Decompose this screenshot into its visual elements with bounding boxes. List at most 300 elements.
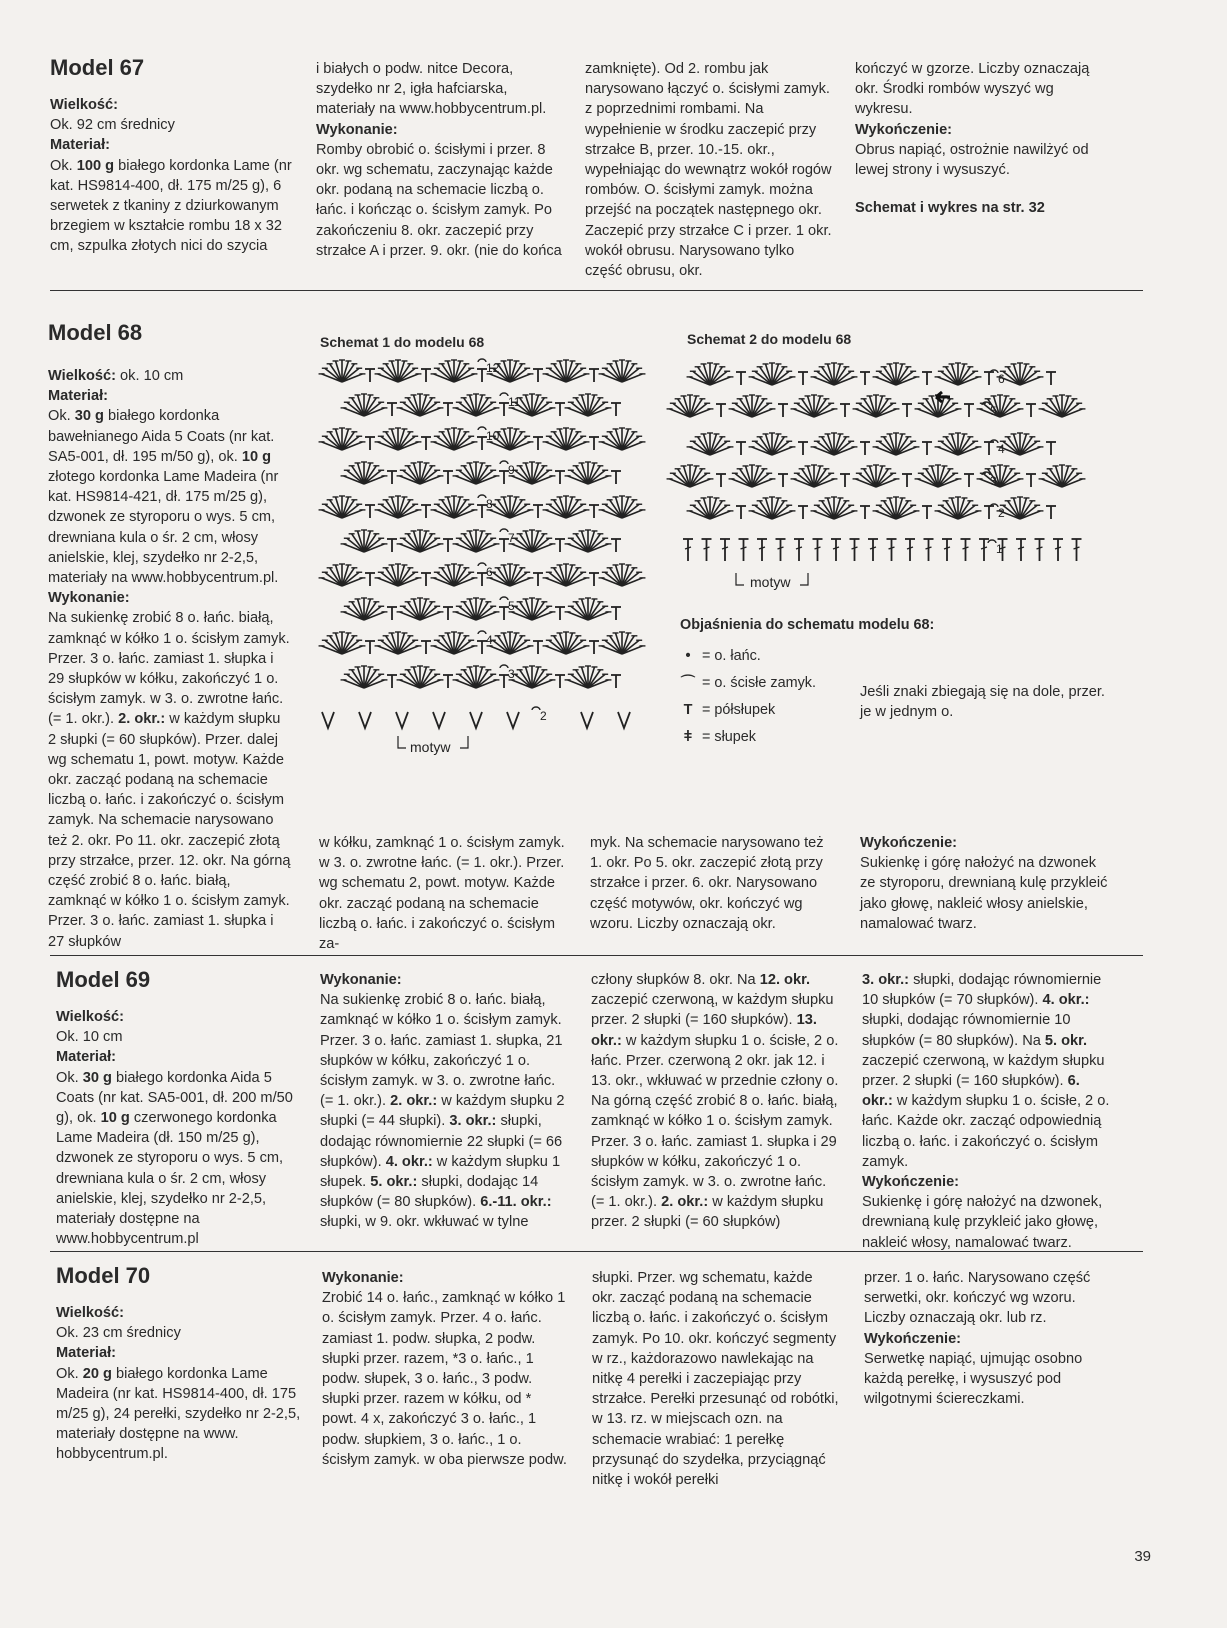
m68-m1b: 30 g xyxy=(74,408,104,425)
m70-size-label: Wielkość: xyxy=(56,1305,124,1321)
chart2-hdc-r2-c0 xyxy=(736,442,746,455)
chart1-hdc-r5-c4 xyxy=(611,539,621,552)
chart1-hdc-r9-c4 xyxy=(611,675,621,688)
chart1-rownum-4-slip-arc xyxy=(478,631,486,634)
chart1-rownum-11-slip-arc xyxy=(500,393,508,396)
chart1-fan-r9-c2 xyxy=(453,666,500,688)
m67-size-label: Wielkość: xyxy=(50,97,118,113)
chart2-hdc-r3-c0 xyxy=(716,474,726,487)
chart1-fan-r3-c2 xyxy=(453,462,500,484)
chart1-hdc-r6-c1 xyxy=(421,573,431,586)
m68-size-value: ok. 10 cm xyxy=(116,368,184,384)
chart2-fan-r2-c3 xyxy=(873,433,920,455)
chart2-fan-r0-c2 xyxy=(811,363,858,385)
m68-m1: Ok. xyxy=(48,408,75,425)
legend-dc-text: = słupek xyxy=(702,729,757,745)
chart2-dc-13 xyxy=(924,539,934,561)
m69-material-label: Materiał: xyxy=(56,1049,117,1066)
chart2-hdc-r1-c3 xyxy=(902,404,912,417)
chart2-dc-12 xyxy=(905,539,915,561)
m67-title: Model 67 xyxy=(50,55,145,80)
chart1-fan-r7-c4 xyxy=(565,598,612,620)
chart1-hdc-r9-c0 xyxy=(387,675,397,688)
chart1-fan-r7-c0 xyxy=(341,598,388,620)
chart2-dc-15 xyxy=(961,539,971,561)
m70-m1b: 20 g xyxy=(82,1365,112,1382)
chart1-fan-r1-c2 xyxy=(453,394,500,416)
m67-schema-ref: Schemat i wykres na str. 32 xyxy=(855,200,1045,217)
chart1-rownum-9-slip-arc xyxy=(500,461,508,464)
m67-mat-post: białego kordonka Lame (nr kat. HS9814-400, dł. 175 m/25 g), 6 serwetek z tkaniny z dziurkowanym brzegiem w kształcie rombu 18 x 32 cm, szpulka złotych nici do szycia xyxy=(50,157,292,255)
chart2-motyw-bracket-left xyxy=(736,573,744,585)
m67-col2-intro: i białych o podw. nitce Decora, szydełko nr 2, igła hafciarska, materiały na www.hobbycentrum.pl. xyxy=(316,61,547,118)
chart1-hdc-r2-c0 xyxy=(365,437,375,450)
chart1-hdc-r5-c0 xyxy=(387,539,397,552)
chart2-dc-4 xyxy=(757,539,767,561)
chart1-rownum-12-slip-arc xyxy=(478,359,486,362)
chart1-fan-r1-c1 xyxy=(397,394,444,416)
m68-title: Model 68 xyxy=(48,320,143,345)
chart2-fan-r2-c0 xyxy=(687,433,734,455)
chart1-fan-r6-c3 xyxy=(487,564,534,586)
m68-w2: w każdym słupku 2 słupki (= 60 słupków). Przer. dalej wg schematu 1, powt. motyw. Każde okr. zacząć podaną na schemacie liczbą o. łańc. i zakończyć o. ścisłym zamyk. Na schemacie narysowano też 2. okr. Po 11. okr. zaczepić złotą przy strzałce, przer. 12. okr. Na górną część zrobić 8 o. łańc. białą, zamknąć w kółko 1 o. ścisłym zamyk. Przer. 3 o. łańc. zamiast 1. słupka i 27 słupków xyxy=(48,711,291,950)
chart1-fan-r9-c1 xyxy=(397,666,444,688)
chart2-fan-r1-c1 xyxy=(729,395,776,417)
chart1-vee-0 xyxy=(322,712,334,728)
chart1-hdc-r2-c4 xyxy=(589,437,599,450)
chart2-motyw-bracket-right xyxy=(800,573,808,585)
chart1-vee-1 xyxy=(359,712,371,728)
m68-size-label: Wielkość: xyxy=(48,368,116,384)
chart1-fan-r8-c2 xyxy=(431,632,478,654)
m68-m3: złotego kordonka Lame Madeira (nr kat. HS9814-421, dł. 175 m/25 g), dzwonek ze styroporu o wys. 5 cm, drewniana kula o śr. 2 cm, włosy anielskie, klej, szydełko nr 2-2,5, materiały na www.hobbycentrum.pl. xyxy=(48,469,279,587)
m68-finish-label: Wykończenie: xyxy=(860,835,958,851)
chart2-rownum-1: 1 xyxy=(996,542,1003,556)
m70-col3-text: słupki. Przer. wg schematu, każde okr. zacząć podaną na schemacie liczbą o. łańc. i zakończyć o. ścisłym zamyk. Po 10. okr. kończyć segmenty w rz., każdorazowo nawlekając na nitkę 4 perełki i zaczepiając przy strzałce. Perełki przesunąć od robótki, w 13. rz. w miejscach ozn. na schemacie wrabiać: 1 perełkę przysunąć do szydełka, przyciągnąć nitkę i wokół perełki xyxy=(592,1270,839,1489)
m68-legend-note xyxy=(860,682,1105,722)
chart1-vee-5 xyxy=(507,712,519,728)
chart2-motyw-label: motyw xyxy=(750,574,791,590)
chart2-fan-r3-c2 xyxy=(791,465,838,487)
chart2-hdc-r1-c4 xyxy=(964,404,974,417)
chart2-dc-10 xyxy=(868,539,878,561)
chart2-dc-0 xyxy=(683,539,693,561)
chart1-fan-r3-c3 xyxy=(509,462,556,484)
chart1-fan-r5-c3 xyxy=(509,530,556,552)
m69-c2a: Na sukienkę zrobić 8 o. łańc. białą, zamknąć w kółko 1 o. ścisłym zamyk. Przer. 3 o. łańc. zamiast 1. słupka, 21 słupków w kółku, zakończyć 1 o. ścisłym zamyk. w 3. o. zwrotne łańc. (= 1. okr.). xyxy=(320,992,563,1110)
chart2-hdc-r4-c2 xyxy=(860,506,870,519)
chart1-hdc-r8-c4 xyxy=(589,641,599,654)
page-number: 39 xyxy=(1134,1548,1151,1565)
legend-hdc-text: = półsłupek xyxy=(702,702,776,718)
chart1-hdc-r5-c1 xyxy=(443,539,453,552)
m67-col3-text: zamknięte). Od 2. rombu jak narysowano łączyć o. ścisłymi zamyk. z poprzednimi rombami. Na wypełnienie w środku zaczepić przy strzałce B, przer. 10.-15. okr., wypełniając do wewnątrz wokół rogów rombów. O. ścisłymi zamyk. można przejść na początek następnego okr. Zaczepić przy strzałce C i przer. 1 okr. wokół obrusu. Narysowano tylko część obrusu, okr. xyxy=(585,61,832,280)
m67-material-label: Materiał: xyxy=(50,137,111,154)
m69-m3: czerwonego kordonka Lame Madeira (dł. 150 m/25 g), dzwonek ze styroporu o wys. 5 cm, drewniana kula o śr. 2 cm, włosy anielskie, klej, szydełko nr 2-2,5, materiały dostępne na www.hobbycentrum.pl xyxy=(56,1110,284,1248)
chart2-fan-r4-c4 xyxy=(935,497,982,519)
m70-material-label: Materiał: xyxy=(56,1345,117,1362)
m69-c2c: w każdym słupku 2 słupki (= 44 słupki). xyxy=(320,1093,565,1130)
m69-col1 xyxy=(56,967,302,1249)
chart1-hdc-r0-c4 xyxy=(589,369,599,382)
m70-m2: białego kordonka Lame Madeira (nr kat. HS9814-400, dł. 175 m/25 g), 24 perełki, szydełko nr 2-2,5, materiały dostępne na www. hobbycentrum.pl. xyxy=(56,1365,301,1463)
chart1-hdc-r8-c3 xyxy=(533,641,543,654)
chart2-fan-r3-c6 xyxy=(1039,465,1086,487)
chart1-motyw-label: motyw xyxy=(410,739,451,755)
m69-col4 xyxy=(862,970,1110,1253)
chart1-hdc-r4-c3 xyxy=(533,505,543,518)
chart1-fan-r3-c4 xyxy=(565,462,612,484)
chart2-dc-3 xyxy=(739,539,749,561)
m69-c2j: 6.-11. okr.: xyxy=(480,1194,552,1211)
m70-finish-label: Wykończenie: xyxy=(864,1330,962,1347)
m69-c2f: 4. okr.: xyxy=(385,1153,433,1170)
chart2-dc-11 xyxy=(887,539,897,561)
m68-w1: Na sukienkę zrobić 8 o. łańc. białą, zamknąć w kółko 1 o. ścisłym zamyk. Przer. 3 o. łańc. zamiast 1. słupka i 29 słupków w kółku, zakończyć 1 o. ścisłym zamyk. w 3. o. zwrotne łańc. (= 1. okr.). xyxy=(48,610,290,728)
chart1-fan-r9-c4 xyxy=(565,666,612,688)
chart2-fan-r1-c0 xyxy=(667,395,714,417)
m68-col4 xyxy=(860,833,1108,934)
chart1-fan-r4-c1 xyxy=(375,496,422,518)
chart2-hdc-r0-c5 xyxy=(1046,372,1056,385)
m69-size-label: Wielkość: xyxy=(56,1009,124,1025)
chart1-fan-r3-c0 xyxy=(341,462,388,484)
chart1-rownum-4: 4 xyxy=(486,633,493,647)
chart1-hdc-r1-c4 xyxy=(611,403,621,416)
chart2-fan-r4-c0 xyxy=(687,497,734,519)
m70-col1 xyxy=(56,1263,302,1465)
chart1-fan-r7-c1 xyxy=(397,598,444,620)
chart1-fan-r6-c1 xyxy=(375,564,422,586)
chart2-fan-r4-c3 xyxy=(873,497,920,519)
chain-dot-icon: • xyxy=(685,648,691,664)
chart1-motyw-bracket-left xyxy=(398,736,406,748)
chart1-rownum-9: 9 xyxy=(508,463,515,477)
m68-schema2-title: Schemat 2 do modelu 68 xyxy=(687,331,852,347)
chart2-dc-9 xyxy=(850,539,860,561)
chart1-hdc-r6-c3 xyxy=(533,573,543,586)
m68-legend-title: Objaśnienia do schematu modelu 68: xyxy=(680,617,935,633)
chart2-hdc-r3-c4 xyxy=(964,474,974,487)
chart1-fan-r4-c3 xyxy=(487,496,534,518)
chart2-hdc-r4-c3 xyxy=(922,506,932,519)
chart1-hdc-r0-c0 xyxy=(365,369,375,382)
half-double-crochet-icon: T xyxy=(683,702,693,718)
chart2-fan-r2-c2 xyxy=(811,433,858,455)
chart2-fan-r1-c5 xyxy=(977,395,1024,417)
chart-schema-2 xyxy=(660,355,1100,605)
m69-c3g: w każdym słupku przer. 2 słupki (= 60 słupków) xyxy=(591,1194,824,1231)
chart2-hdc-r0-c1 xyxy=(798,372,808,385)
divider-68-69 xyxy=(50,955,1143,956)
chart1-fan-r8-c5 xyxy=(599,632,646,654)
m68-col2 xyxy=(319,833,567,954)
chart1-fan-r0-c5 xyxy=(599,360,646,382)
chart1-hdc-r1-c3 xyxy=(555,403,565,416)
chart1-hdc-r1-c1 xyxy=(443,403,453,416)
chart2-hdc-r2-c4 xyxy=(984,442,994,455)
chart1-hdc-r3-c0 xyxy=(387,471,397,484)
chart1-vee-3 xyxy=(433,712,445,728)
m70-col4 xyxy=(864,1268,1108,1409)
chart1-rownum-6: 6 xyxy=(486,565,493,579)
m67-col1 xyxy=(50,55,298,257)
chart1-hdc-r5-c3 xyxy=(555,539,565,552)
double-crochet-icon: ǂ xyxy=(683,729,693,745)
m69-c4h: w każdym słupku 1 o. ścisłe, 2 o. łańc. Każde okr. zacząć odpowiednią liczbą o. łańc. i zakończyć o. ścisłym zamyk. xyxy=(862,1093,1110,1170)
chart2-fan-r2-c4 xyxy=(935,433,982,455)
chart1-vee-2 xyxy=(396,712,408,728)
chart1-vee-7 xyxy=(581,712,593,728)
chart1-fan-r4-c0 xyxy=(319,496,366,518)
chart2-hdc-r4-c1 xyxy=(798,506,808,519)
chart1-fan-r0-c0 xyxy=(319,360,366,382)
m68-schema1-title: Schemat 1 do modelu 68 xyxy=(320,334,485,350)
chart1-fan-r4-c2 xyxy=(431,496,478,518)
m68-col2-text: w kółku, zamknąć 1 o. ścisłym zamyk. w 3. o. zwrotne łańc. (= 1. okr.). Przer. wg schematu 2, powt. motyw. Każde okr. zacząć podaną na schemacie liczbą o. łańc. i zakończyć o. ścisłym za- xyxy=(319,835,565,953)
chart2-hdc-r4-c4 xyxy=(984,506,994,519)
m69-c4f: zaczepić czerwoną, w każdym słupku przer. 2 słupki (= 160 słupków). xyxy=(862,1052,1105,1090)
m70-title: Model 70 xyxy=(56,1263,151,1288)
chart1-hdc-r7-c1 xyxy=(443,607,453,620)
chart1-fan-r0-c4 xyxy=(543,360,590,382)
m69-c3b: 12. okr. xyxy=(759,972,811,988)
m70-work-label: Wykonanie: xyxy=(322,1270,404,1286)
m69-c3d: 13. okr.: xyxy=(591,1012,817,1049)
chart1-fan-r5-c0 xyxy=(341,530,388,552)
chart2-dc-20 xyxy=(1053,539,1063,561)
chart1-fan-r2-c4 xyxy=(543,428,590,450)
m68-m2: białego kordonka bawełnianego Aida 5 Coats (nr kat. SA5-001, dł. 195 m/50 g), ok. xyxy=(48,408,275,465)
m67-col3 xyxy=(585,59,833,281)
m70-m1: Ok. xyxy=(56,1365,83,1382)
m70-size-value: Ok. 23 cm średnicy xyxy=(56,1325,181,1342)
m69-m2b: 10 g xyxy=(100,1110,130,1127)
legend-chain-text: = o. łańc. xyxy=(702,648,761,664)
chart1-fan-r8-c3 xyxy=(487,632,534,654)
chart1-fan-r1-c4 xyxy=(565,394,612,416)
chart1-hdc-r2-c3 xyxy=(533,437,543,450)
chart2-fan-r1-c3 xyxy=(853,395,900,417)
chart1-hdc-r1-c0 xyxy=(387,403,397,416)
chart1-fan-r0-c2 xyxy=(431,360,478,382)
chart1-fan-r6-c5 xyxy=(599,564,646,586)
chart1-rownum-11: 11 xyxy=(508,395,521,409)
chart2-hdc-r3-c5 xyxy=(1026,474,1036,487)
legend-row-dc xyxy=(680,724,1100,751)
chart2-dc-7 xyxy=(813,539,823,561)
chart2-dc-18 xyxy=(1016,539,1026,561)
chart2-fan-r3-c4 xyxy=(915,465,962,487)
chart1-hdc-r6-c0 xyxy=(365,573,375,586)
chart2-fan-r2-c1 xyxy=(749,433,796,455)
m68-work-text xyxy=(48,608,292,951)
chart2-dc-14 xyxy=(942,539,952,561)
chart2-fan-r0-c0 xyxy=(687,363,734,385)
m69-c4b: słupki, dodając równomiernie 10 słupków (= 70 słupków). xyxy=(862,972,1102,1009)
m69-col2-text xyxy=(320,990,570,1232)
m69-col3 xyxy=(591,970,841,1233)
m69-title: Model 69 xyxy=(56,967,151,992)
chart1-fan-r4-c5 xyxy=(599,496,646,518)
chart1-hdc-r6-c4 xyxy=(589,573,599,586)
m68-finish-text: Sukienkę i górę nałożyć na dzwonek ze styroporu, drewnianą kulę przykleić jako głowę, nakleić włosy anielskie, namalować twarz. xyxy=(860,855,1108,932)
chart2-fan-r1-c6 xyxy=(1039,395,1086,417)
chart1-rownum-7-slip-arc xyxy=(500,529,508,532)
m68-legend-note-text: Jeśli znaki zbiegają się na dole, przer. je w jednym o. xyxy=(860,684,1105,721)
m69-c4c: 4. okr.: xyxy=(1042,992,1090,1009)
m67-material-text xyxy=(50,156,298,257)
m67-mat-bold: 100 g xyxy=(76,157,115,174)
m70-col2-text: Zrobić 14 o. łańc., zamknąć w kółko 1 o. ścisłym zamyk. Przer. 4 o. łańc. zamiast 1. podw. słupka, 2 podw. słupki przer. razem, *3 o. łańc., 1 podw. słupek, 3 o. łańc., 3 podw. słupki przer. razem w kółku, od * powt. 4 x, zakończyć 3 o. łańc., 1 podw. słupkiem, 3 o. łańc., 1 o. ścisłym zamyk. w oba pierwsze podw. xyxy=(322,1290,567,1468)
m68-w1b: 2. okr.: xyxy=(118,711,166,728)
chart2-dc-19 xyxy=(1035,539,1045,561)
divider-67-68 xyxy=(50,290,1143,291)
m69-m1b: 30 g xyxy=(82,1069,112,1086)
m69-c2b: 2. okr.: xyxy=(390,1093,438,1110)
m69-m1: Ok. xyxy=(56,1069,83,1086)
m69-c3f: 2. okr.: xyxy=(661,1194,709,1211)
chart2-fan-r4-c2 xyxy=(811,497,858,519)
m69-c2i: słupki, dodając 14 słupków (= 80 słupków). xyxy=(320,1174,539,1211)
m69-material-text xyxy=(56,1068,302,1250)
chart2-hdc-r4-c5 xyxy=(1046,506,1056,519)
chart2-dc-8 xyxy=(831,539,841,561)
chart1-fan-r2-c1 xyxy=(375,428,422,450)
chart1-fan-r7-c3 xyxy=(509,598,556,620)
chart1-hdc-r7-c0 xyxy=(387,607,397,620)
chart1-fan-r9-c3 xyxy=(509,666,556,688)
chart2-hdc-r1-c1 xyxy=(778,404,788,417)
m69-m2: białego kordonka Aida 5 Coats (nr kat. SA5-001, dł. 200 m/50 g), ok. xyxy=(56,1069,293,1127)
chart2-hdc-r0-c2 xyxy=(860,372,870,385)
m68-material-text xyxy=(48,406,292,588)
chart2-dc-1 xyxy=(702,539,712,561)
chart2-fan-r3-c1 xyxy=(729,465,776,487)
chart2-hdc-r0-c3 xyxy=(922,372,932,385)
chart1-hdc-r7-c3 xyxy=(555,607,565,620)
chart1-rownum-12: 12 xyxy=(486,361,500,375)
m69-finish-text: Sukienkę i górę nałożyć na dzwonek, drewnianą kulę przykleić jako głowę, nakleić włosy, namalować twarz. xyxy=(862,1194,1103,1251)
chart2-dc-6 xyxy=(794,539,804,561)
m69-col4-text xyxy=(862,970,1110,1172)
chart1-motyw-bracket-right xyxy=(460,736,468,748)
chart2-fan-r0-c3 xyxy=(873,363,920,385)
m67-col4-text: kończyć w gzorze. Liczby oznaczają okr. Środki rombów wyszyć wg wykresu. xyxy=(855,61,1090,118)
m69-c4g: 6. okr.: xyxy=(862,1073,1080,1110)
chart1-fan-r9-c0 xyxy=(341,666,388,688)
chart2-fan-r3-c0 xyxy=(667,465,714,487)
m69-c3c: zaczepić czerwoną, w każdym słupku przer. 2 słupki (= 160 słupków). xyxy=(591,992,834,1029)
m69-col3-text xyxy=(591,970,841,1233)
chart1-fan-r7-c2 xyxy=(453,598,500,620)
m70-material-text xyxy=(56,1364,302,1465)
chart2-rownum-1-slip-arc xyxy=(988,540,996,543)
chart2-hdc-r1-c0 xyxy=(716,404,726,417)
chart2-dc-2 xyxy=(720,539,730,561)
m67-col4 xyxy=(855,59,1103,218)
chart2-hdc-r0-c0 xyxy=(736,372,746,385)
chart1-fan-r6-c2 xyxy=(431,564,478,586)
m69-size-value: Ok. 10 cm xyxy=(56,1029,123,1046)
chart1-hdc-r4-c1 xyxy=(421,505,431,518)
chart2-hdc-r1-c2 xyxy=(840,404,850,417)
m68-work-label: Wykonanie: xyxy=(48,590,130,607)
m69-c2e: słupki, dodając równomiernie 22 słupki (= 66 słupków). xyxy=(320,1113,563,1170)
chart1-rownum-5: 5 xyxy=(508,599,515,613)
chart1-rownum-10-slip-arc xyxy=(478,427,486,430)
m70-col2 xyxy=(322,1268,570,1470)
chart2-rownum-3: 3 xyxy=(990,474,997,488)
chart1-hdc-r3-c3 xyxy=(555,471,565,484)
chart2-hdc-r2-c2 xyxy=(860,442,870,455)
chart1-rownum-7: 7 xyxy=(508,531,515,545)
chart1-rownum-2: 2 xyxy=(540,709,547,723)
chart1-rownum-2-slip-arc xyxy=(532,707,540,710)
chart2-hdc-r2-c5 xyxy=(1046,442,1056,455)
chart2-hdc-r2-c3 xyxy=(922,442,932,455)
chart2-rownum-4: 4 xyxy=(998,442,1005,456)
chart1-hdc-r3-c4 xyxy=(611,471,621,484)
chart1-hdc-r7-c4 xyxy=(611,607,621,620)
m68-col1 xyxy=(48,320,292,952)
m69-c4d: słupki, dodając równomiernie 10 słupków (= 80 słupków). Na xyxy=(862,1012,1071,1049)
m69-c4e: 5. okr. xyxy=(1044,1032,1088,1049)
m69-c2h: 5. okr.: xyxy=(370,1174,418,1191)
chart2-rownum-5: 5 xyxy=(990,404,997,418)
chart2-hdc-r3-c2 xyxy=(840,474,850,487)
chart2-rownum-2: 2 xyxy=(998,506,1005,520)
chart1-hdc-r3-c1 xyxy=(443,471,453,484)
m68-col3 xyxy=(590,833,838,934)
chart1-rownum-6-slip-arc xyxy=(478,563,486,566)
chart2-hdc-r3-c3 xyxy=(902,474,912,487)
chart1-rownum-3: 3 xyxy=(508,667,515,681)
chart1-fan-r6-c4 xyxy=(543,564,590,586)
chart1-fan-r0-c1 xyxy=(375,360,422,382)
legend-row-chain xyxy=(680,643,1100,670)
chart2-fan-r0-c1 xyxy=(749,363,796,385)
m68-material-label: Materiał: xyxy=(48,388,109,405)
m69-c2g: w każdym słupku 1 słupek. xyxy=(320,1153,561,1191)
m67-col2-work: Romby obrobić o. ścisłymi i przer. 8 okr. wg schematu, zaczynając każde okr. podaną na schemacie liczbą o. łańc. i kończąc o. ścisłym zamyk. Po zakończeniu 8. okr. zaczepić przy strzałce A i przer. 9. okr. (nie do końca xyxy=(316,141,562,259)
m70-col4-text: przer. 1 o. łańc. Narysowano część serwetki, okr. kończyć wg wzoru. Liczby oznaczają okr. lub rz. xyxy=(864,1270,1091,1327)
m68-size xyxy=(48,366,292,386)
chart1-hdc-r9-c3 xyxy=(555,675,565,688)
chart2-fan-r0-c4 xyxy=(935,363,982,385)
chart1-fan-r8-c4 xyxy=(543,632,590,654)
chart2-dc-5 xyxy=(776,539,786,561)
chart1-fan-r5-c4 xyxy=(565,530,612,552)
m69-work-label: Wykonanie: xyxy=(320,972,402,988)
m70-col3 xyxy=(592,1268,840,1490)
m67-mat-pre: Ok. xyxy=(50,157,77,174)
chart1-rownum-5-slip-arc xyxy=(500,597,508,600)
chart2-fan-r4-c1 xyxy=(749,497,796,519)
divider-69-70 xyxy=(50,1251,1143,1252)
chart1-fan-r2-c5 xyxy=(599,428,646,450)
chart1-fan-r2-c2 xyxy=(431,428,478,450)
m67-size-value: Ok. 92 cm średnicy xyxy=(50,117,175,134)
m68-m2b: 10 g xyxy=(241,448,272,465)
chart1-hdc-r8-c0 xyxy=(365,641,375,654)
chart2-hdc-r1-c5 xyxy=(1026,404,1036,417)
chart1-fan-r6-c0 xyxy=(319,564,366,586)
chart1-hdc-r0-c3 xyxy=(533,369,543,382)
chart2-hdc-r2-c1 xyxy=(798,442,808,455)
chart1-fan-r5-c2 xyxy=(453,530,500,552)
chart2-hdc-r0-c4 xyxy=(984,372,994,385)
